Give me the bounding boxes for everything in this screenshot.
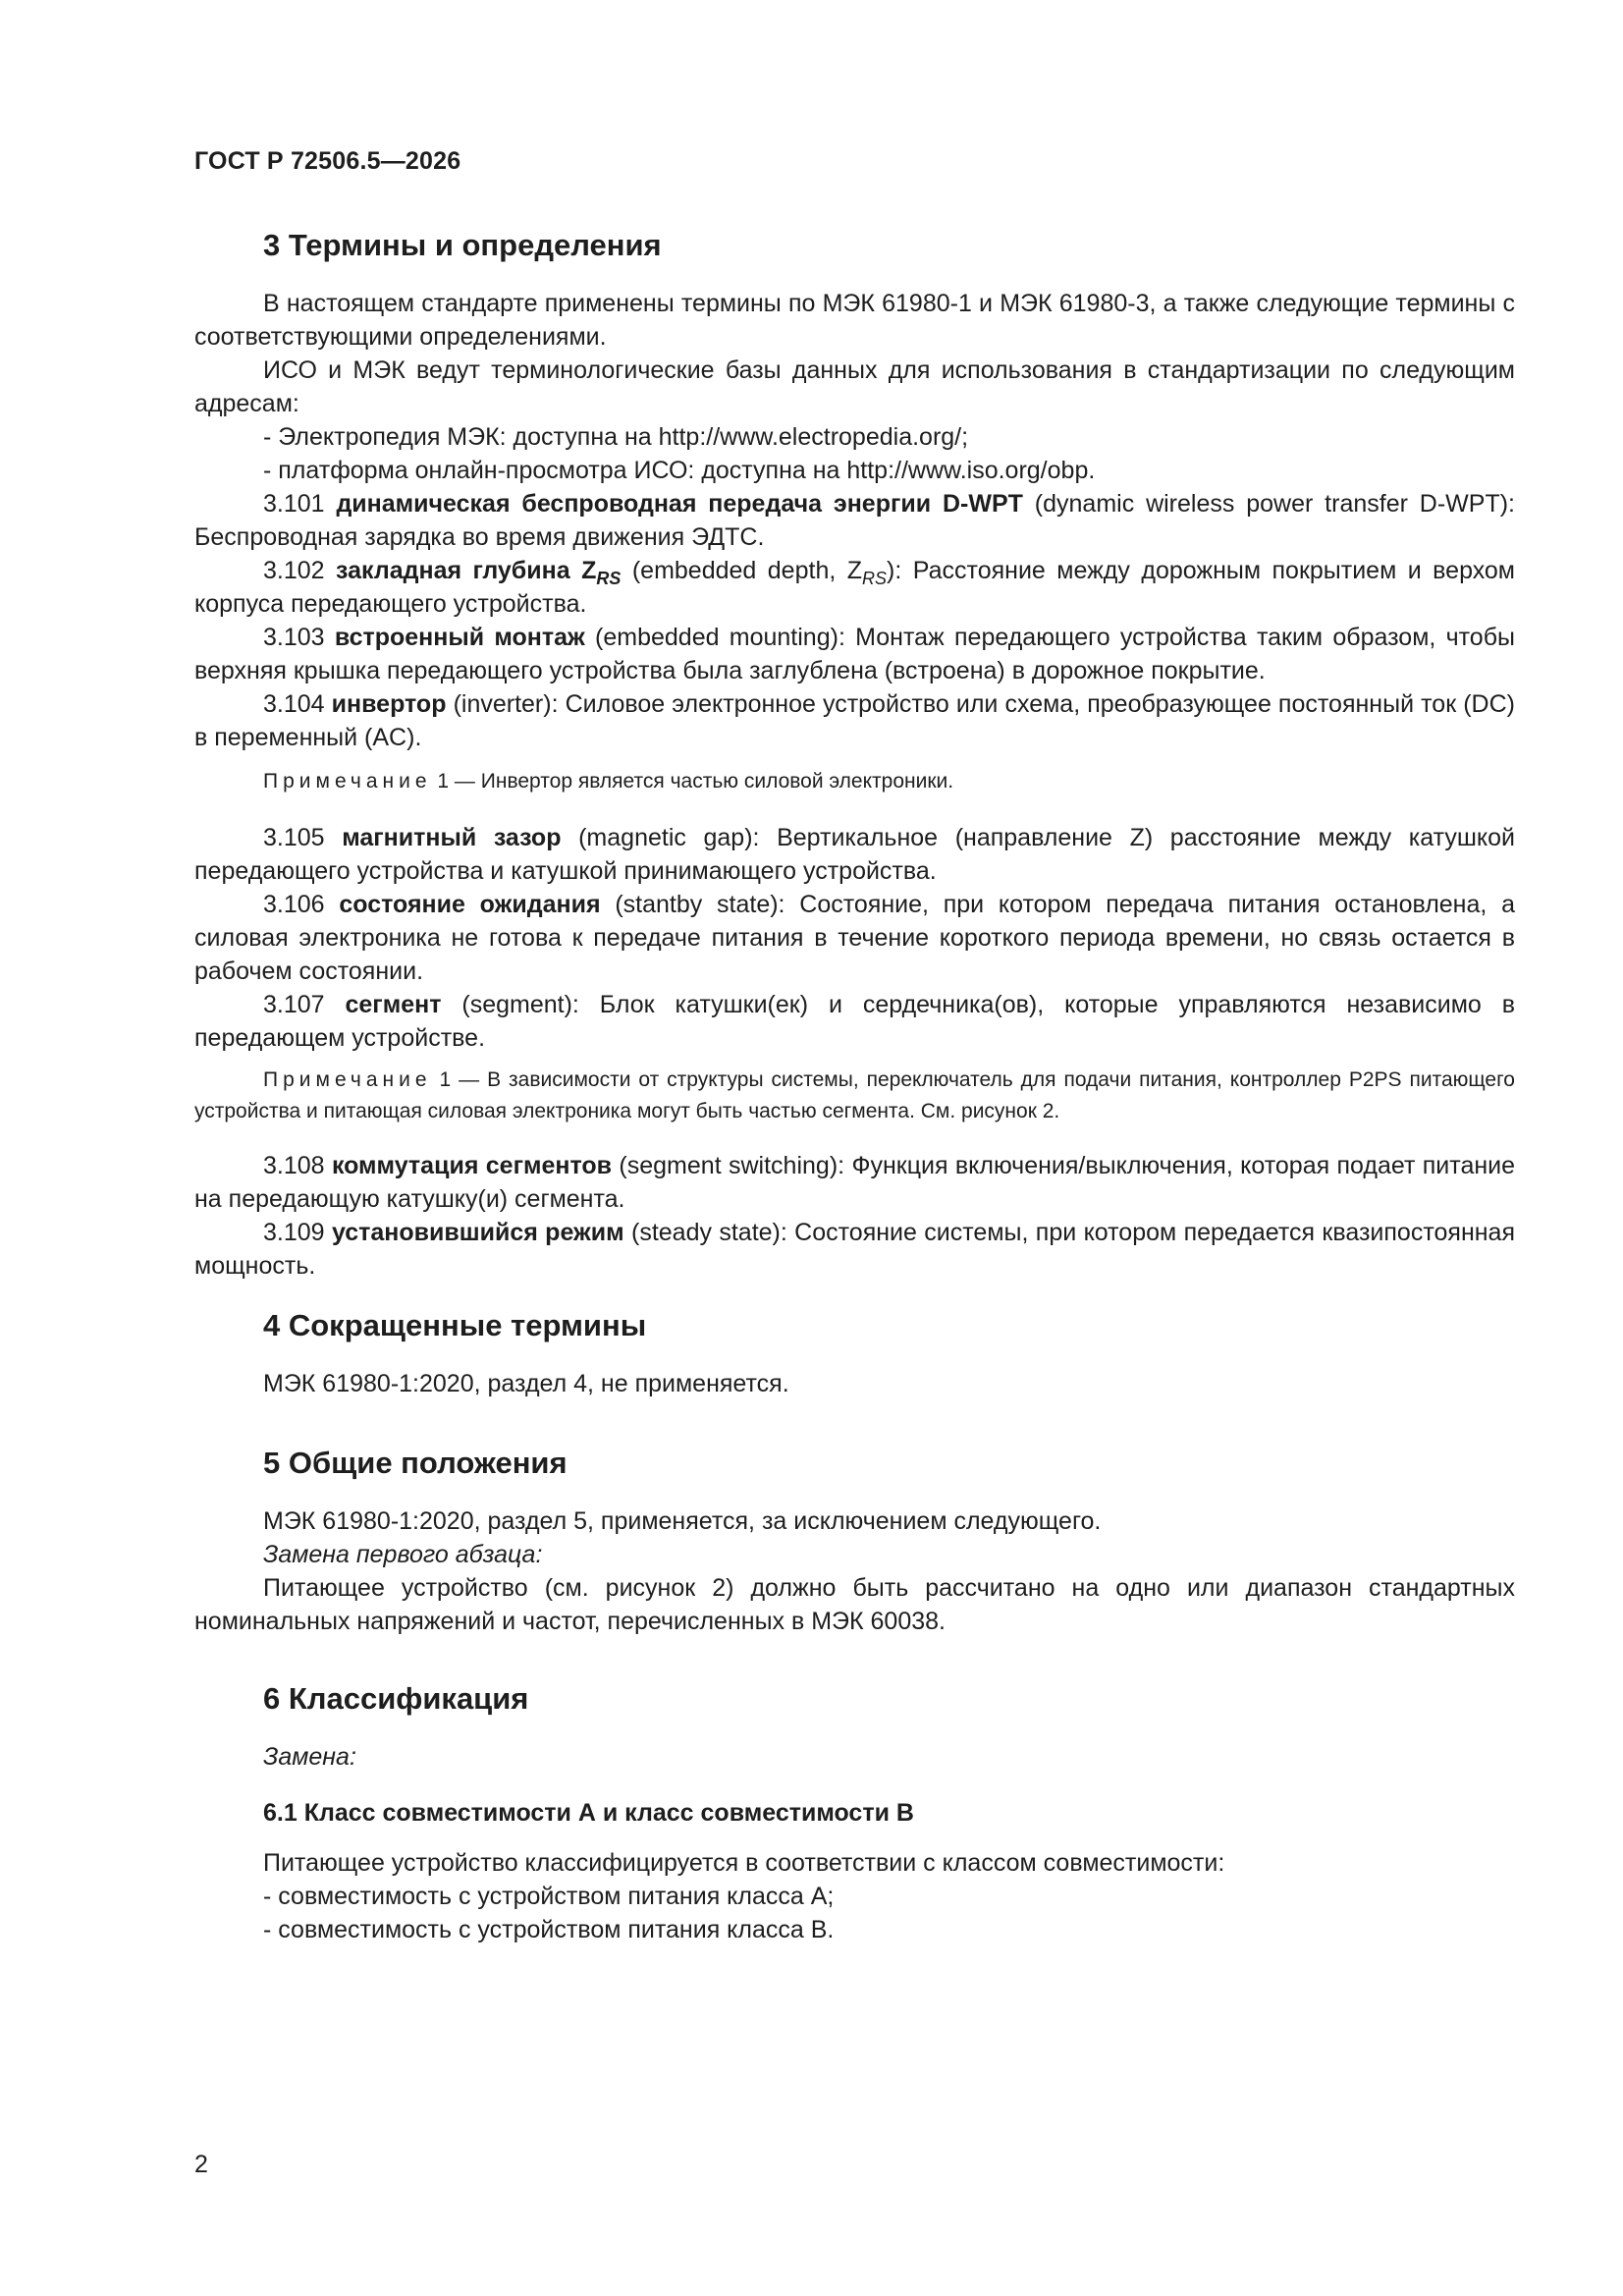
term-definition: (embedded mounting): Монтаж передающего устройства таким образом, чтобы верхняя крышка передающего устройства была заглублена (встроена) в дорожное покрытие.	[194, 624, 1515, 684]
term-name: инвертор	[331, 690, 447, 718]
term-3-101	[194, 487, 1515, 554]
page-number: 2	[194, 2151, 208, 2178]
term-3-107	[194, 988, 1515, 1055]
term-subscript: RS	[596, 569, 622, 588]
term-number: 3.109	[263, 1219, 325, 1246]
section-5-heading: 5 Общие положения	[263, 1446, 568, 1480]
term-number: 3.103	[263, 624, 325, 651]
term-definition: (embedded depth, $Z_{RS}$): Расстояние между дорожным покрытием и верхом корпуса передающего устройства.	[194, 557, 1515, 618]
term-name: магнитный зазор	[342, 824, 562, 851]
term-3-102	[194, 554, 1515, 621]
term-3-106	[194, 888, 1515, 988]
term-definition: (magnetic gap): Вертикальное (направление Z) расстояние между катушкой передающего устройства и катушкой принимающего устройства.	[194, 824, 1515, 885]
list-item: - совместимость с устройством питания класса В.	[263, 1916, 835, 1943]
term-definition: (steady state): Состояние системы, при котором передается квазипостоянная мощность.	[194, 1219, 1516, 1280]
section-5-text-1: МЭК 61980-1:2020, раздел 5, применяется, за исключением следующего.	[263, 1507, 1102, 1535]
term-number: 3.106	[263, 891, 325, 918]
term-3-103	[194, 621, 1515, 687]
section-4-heading: 4 Сокращенные термины	[263, 1308, 647, 1342]
note-text: 1 — В зависимости от структуры системы, переключатель для подачи питания, контроллер P2PS питающего устройства и питающая силовая электроника могут быть частью сегмента. См. рисунок 2.	[194, 1068, 1515, 1122]
term-definition: (dynamic wireless power transfer D-WPT): Беспроводная зарядка во время движения ЭДТС.	[194, 490, 1515, 551]
term-3-109	[194, 1216, 1515, 1283]
term-definition: (segment): Блок катушки(ек) и сердечника(ов), которые управляются независимо в передающем устройстве.	[194, 991, 1515, 1052]
term-number: 3.108	[263, 1152, 325, 1179]
term-name: встроенный монтаж	[334, 624, 585, 651]
section-5-replacement-note: Замена первого абзаца:	[263, 1541, 543, 1568]
note-1	[263, 766, 1515, 797]
list-item: - платформа онлайн-просмотра ИСО: доступна на http://www.iso.org/obp.	[263, 457, 1096, 484]
term-3-108	[194, 1149, 1515, 1216]
note-text: 1 — Инвертор является частью силовой электроники.	[437, 770, 954, 793]
term-definition: (stantby state): Состояние, при котором передача питания остановлена, а силовая электроника не готова к передаче питания в течение короткого периода времени, но связь остается в рабочем состоянии.	[194, 891, 1516, 985]
term-number: 3.101	[263, 490, 325, 518]
term-name: установившийся режим	[331, 1219, 624, 1246]
note-label: Примечание	[263, 770, 432, 793]
section-6-heading: 6 Классификация	[263, 1681, 529, 1716]
section-3-heading: 3 Термины и определения	[263, 228, 662, 262]
term-definition: (inverter): Силовое электронное устройство или схема, преобразующее постоянный ток (DC) в переменный (AC).	[194, 690, 1515, 751]
list-item: - совместимость с устройством питания класса А;	[263, 1883, 835, 1910]
term-3-105	[194, 821, 1515, 888]
term-definition: (segment switching): Функция включения/выключения, которая подает питание на передающую катушку(и) сегмента.	[194, 1152, 1516, 1213]
section-6-replacement-note: Замена:	[263, 1743, 356, 1771]
list-item: - Электропедия МЭК: доступна на http://www.electropedia.org/;	[263, 423, 969, 451]
section-3-intro-2: ИСО и МЭК ведут терминологические базы данных для использования в стандартизации по следующим адресам:	[194, 356, 1515, 417]
definition-subscript: RS	[862, 569, 888, 588]
subsection-6-1-heading: 6.1 Класс совместимости А и класс совместимости В	[263, 1799, 914, 1827]
term-name: динамическая беспроводная передача энергии D-WPT	[336, 490, 1023, 518]
term-name: коммутация сегментов	[331, 1152, 613, 1179]
section-3-intro-1: В настоящем стандарте применены термины по МЭК 61980-1 и МЭК 61980-3, а также следующие термины с соответствующими определениями.	[194, 290, 1515, 351]
section-4-text: МЭК 61980-1:2020, раздел 4, не применяется.	[263, 1370, 789, 1397]
document-id: ГОСТ Р 72506.5—2026	[194, 147, 461, 175]
term-name: закладная глубина $Z_{RS}$	[336, 557, 622, 588]
term-3-104	[194, 687, 1515, 754]
term-number: 3.102	[263, 557, 325, 584]
term-name: состояние ожидания	[339, 891, 601, 918]
note-2	[194, 1065, 1515, 1127]
section-5-text-3: Питающее устройство (см. рисунок 2) должно быть рассчитано на одно или диапазон стандартных номинальных напряжений и частот, перечисленных в МЭК 60038.	[194, 1574, 1515, 1635]
term-number: 3.104	[263, 690, 325, 718]
section-6-1-text: Питающее устройство классифицируется в соответствии с классом совместимости:	[263, 1849, 1225, 1877]
term-number: 3.105	[263, 824, 325, 851]
term-number: 3.107	[263, 991, 325, 1018]
note-label: Примечание	[263, 1068, 432, 1091]
term-name: сегмент	[345, 991, 442, 1018]
